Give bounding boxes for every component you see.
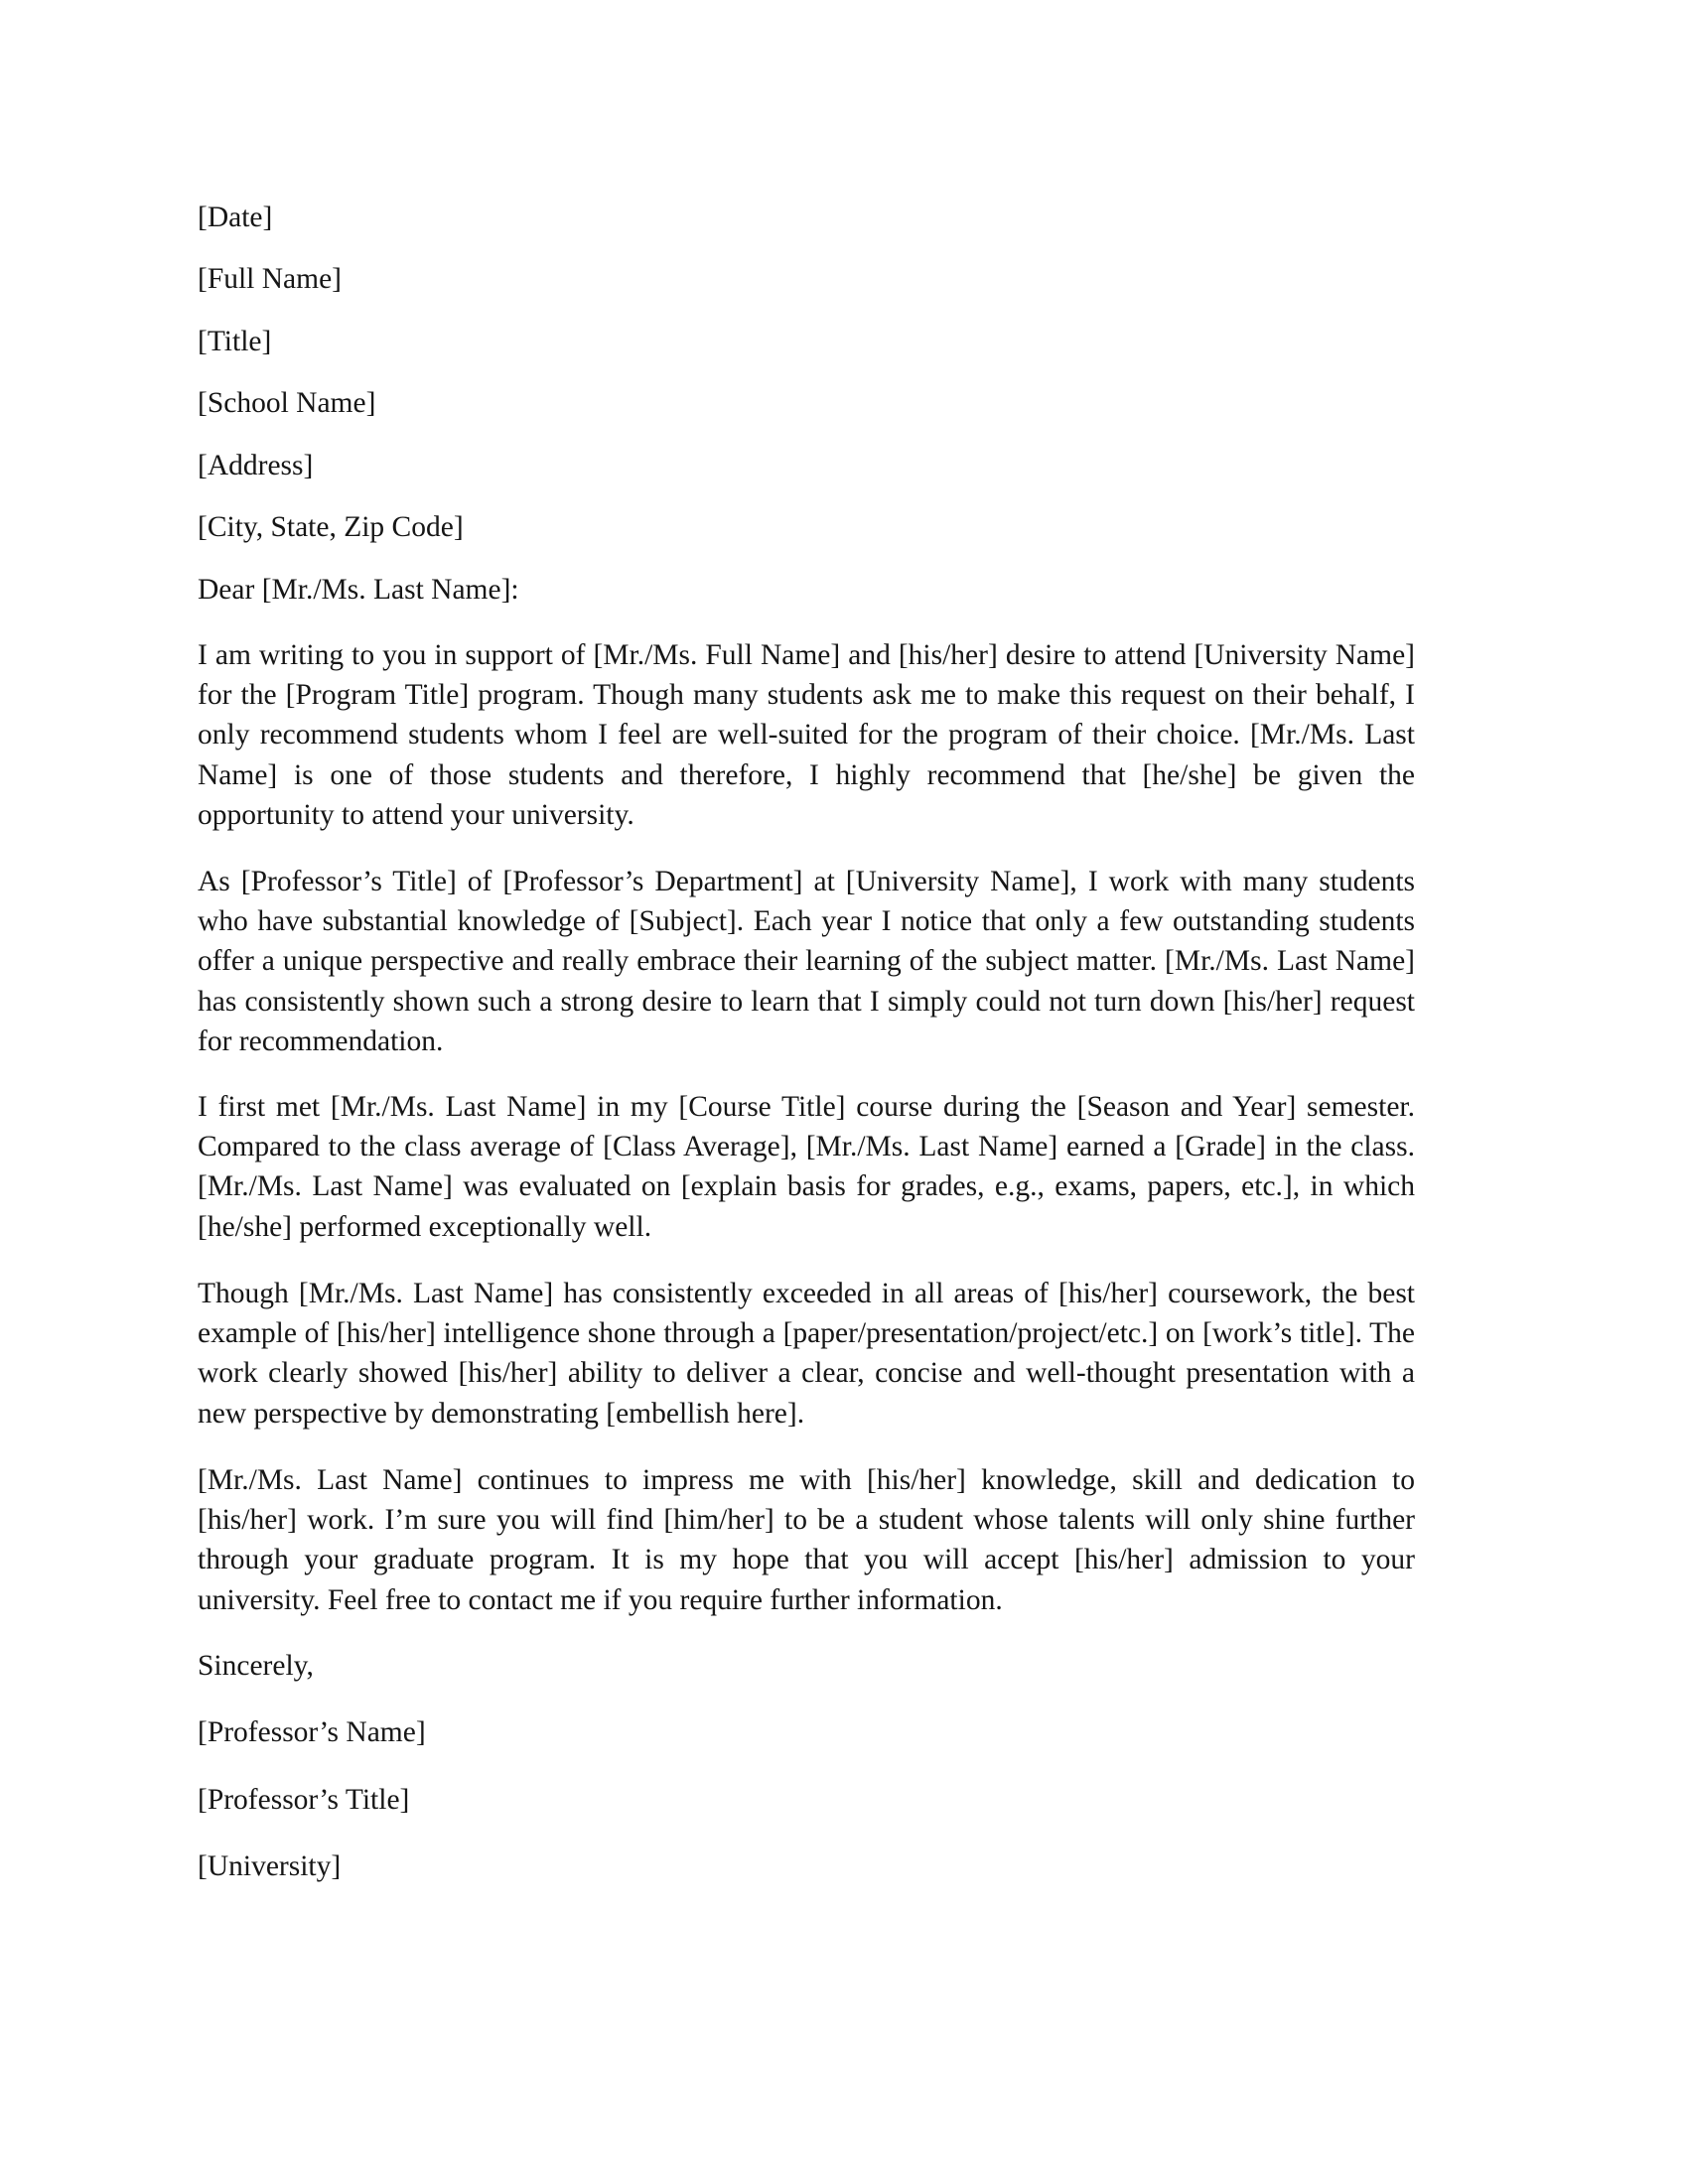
recipient-full-name: [Full Name] — [198, 263, 343, 295]
signature-title: [Professor’s Title] — [198, 1784, 410, 1816]
closing: Sincerely, — [198, 1650, 314, 1682]
date-line: [Date] — [198, 202, 273, 233]
recipient-city-state-zip: [City, State, Zip Code] — [198, 511, 464, 543]
signature-name: [Professor’s Name] — [198, 1716, 426, 1748]
signature-university: [University] — [198, 1850, 342, 1882]
body-paragraph-5: [Mr./Ms. Last Name] continues to impress me with [his/her] knowledge, skill and dedication to [his/her] work. I’m sure you will find [him/her] to be a student whose talents will only shine further through your graduate program. It is my hope that you will accept [his/her] admission to your university. Feel free to contact me if you require further information. — [198, 1464, 1415, 1616]
salutation: Dear [Mr./Ms. Last Name]: — [198, 574, 519, 606]
body-paragraph-4: Though [Mr./Ms. Last Name] has consistently exceeded in all areas of [his/her] coursework, the best example of [his/her] intelligence shone through a [paper/presentation/project/etc.] on [work’s title]. The work clearly showed [his/her] ability to deliver a clear, concise and well-thought presentation with a new perspective by demonstrating [embellish here]. — [198, 1278, 1415, 1430]
body-paragraph-2: As [Professor’s Title] of [Professor’s Department] at [University Name], I work with many students who have substantial knowledge of [Subject]. Each year I notice that only a few outstanding students offer a unique perspective and really embrace their learning of the subject matter. [Mr./Ms. Last Name] has consistently shown such a strong desire to learn that I simply could not turn down [his/her] request for recommendation. — [198, 866, 1415, 1057]
recipient-address: [Address] — [198, 450, 314, 481]
body-paragraph-1: I am writing to you in support of [Mr./Ms. Full Name] and [his/her] desire to attend [University Name] for the [Program Title] program. Though many students ask me to make this request on their behalf, I only recommend students whom I feel are well-suited for the program of their choice. [Mr./Ms. Last Name] is one of those students and therefore, I highly recommend that [he/she] be given the opportunity to attend your university. — [198, 639, 1415, 831]
body-paragraph-3: I first met [Mr./Ms. Last Name] in my [Course Title] course during the [Season and Year] semester. Compared to the class average of [Class Average], [Mr./Ms. Last Name] earned a [Grade] in the class. [Mr./Ms. Last Name] was evaluated on [explain basis for grades, e.g., exams, papers, etc.], in which [he/she] performed exceptionally well. — [198, 1091, 1415, 1243]
recipient-school-name: [School Name] — [198, 387, 376, 419]
recipient-title: [Title] — [198, 326, 272, 357]
